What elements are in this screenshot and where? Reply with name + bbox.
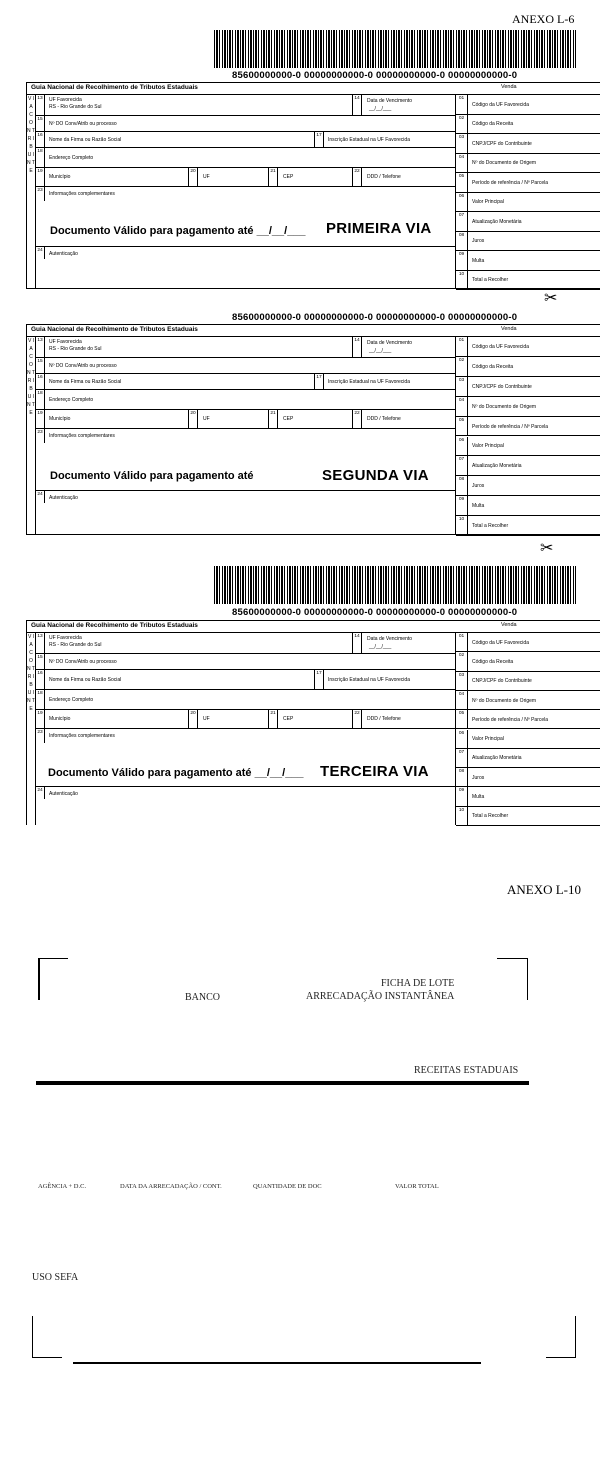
field-number: 10: [456, 271, 468, 290]
ddd-telefone-label: DDD / Telefone: [367, 416, 401, 422]
field-number: 23: [36, 429, 45, 443]
box-corner: [32, 1357, 62, 1358]
field-number: 10: [456, 516, 468, 535]
field-number: 16: [36, 670, 45, 689]
right-field-label: Nº do Documento de Origem: [472, 160, 537, 167]
right-field-row: [456, 417, 600, 437]
right-field-row: [456, 337, 600, 357]
field-number: 22: [353, 710, 362, 728]
field-number: 09: [456, 251, 468, 270]
guia-title: Guia Nacional de Recolhimento de Tributos Estaduais: [31, 326, 198, 333]
autenticacao-label: Autenticação: [49, 251, 78, 257]
field-number: 01: [456, 337, 468, 356]
informacoes-label: Informações complementares: [49, 433, 115, 439]
right-field-row: [456, 271, 600, 291]
right-field-label: Atualização Monetária: [472, 218, 522, 225]
right-field-label: Atualização Monetária: [472, 755, 522, 762]
right-field-row: [456, 134, 600, 154]
date-blank: __/__/___: [369, 106, 392, 112]
n-doc-origem-label: Nº DO Conv/Atrib ou processo: [49, 363, 117, 369]
field-number: 02: [456, 652, 468, 670]
guia-form-segunda-via: [26, 324, 600, 535]
right-field-row: [456, 672, 600, 691]
endereco-label: Endereço Completo: [49, 697, 94, 703]
right-field-label: Juros: [472, 774, 485, 781]
via-label-terceira: TERCEIRA VIA: [320, 763, 429, 780]
cep-label: CEP: [283, 416, 294, 422]
field-number: 21: [269, 410, 278, 428]
field-number: 05: [456, 173, 468, 192]
field-number: 14: [353, 633, 362, 653]
uf-label: UF: [203, 174, 210, 180]
field-number: 15: [36, 654, 45, 669]
n-doc-origem-label: Nº DO Conv/Atrib ou processo: [49, 121, 117, 127]
field-number: 24: [36, 787, 45, 799]
right-field-label: Juros: [472, 483, 485, 490]
venda-label: Venda: [501, 84, 517, 90]
signature-line: [73, 1362, 481, 1364]
uf-favorecida-label: UF Favorecida: [49, 339, 82, 345]
right-field-row: [456, 730, 600, 749]
autenticacao-label: Autenticação: [49, 495, 78, 501]
field-number: 19: [36, 410, 45, 428]
guia-title: Guia Nacional de Recolhimento de Tributos Estaduais: [31, 622, 198, 629]
right-field-row: [456, 397, 600, 417]
ficha-lote-title: FICHA DE LOTE: [381, 978, 455, 989]
right-field-label: Período de referência / Nº Parcela: [472, 716, 549, 723]
guia-title: Guia Nacional de Recolhimento de Tributos Estaduais: [31, 84, 198, 91]
field-number: 02: [456, 115, 468, 134]
municipio-label: Município: [49, 174, 71, 180]
field-number: 15: [36, 116, 45, 131]
right-field-label: Multa: [472, 257, 485, 264]
field-number: 07: [456, 749, 468, 767]
box-corner: [546, 1357, 576, 1358]
field-number: 08: [456, 768, 468, 786]
right-field-label: Total a Recolher: [472, 523, 509, 530]
field-number: 24: [36, 491, 45, 503]
right-field-label: Valor Principal: [472, 199, 504, 206]
cep-label: CEP: [283, 716, 294, 722]
field-number: 19: [36, 710, 45, 728]
right-field-row: [456, 691, 600, 710]
scissors-icon: ✂: [544, 290, 558, 307]
right-field-label: Total a Recolher: [472, 277, 509, 284]
left-strip: V I A C O N T R I B U I N T E: [27, 337, 36, 534]
municipio-label: Município: [49, 716, 71, 722]
venda-label: Venda: [501, 326, 517, 332]
right-field-label: Multa: [472, 794, 485, 801]
cep-label: CEP: [283, 174, 294, 180]
right-field-row: [456, 193, 600, 213]
ddd-telefone-label: DDD / Telefone: [367, 716, 401, 722]
guia-form-terceira-via: [26, 620, 600, 825]
via-label-segunda: SEGUNDA VIA: [322, 467, 429, 484]
annex-label: ANEXO L-6: [512, 12, 575, 26]
banco-label: BANCO: [185, 992, 221, 1003]
field-number: 16: [36, 374, 45, 389]
venda-label: Venda: [501, 622, 517, 628]
uf-value: RS - Rio Grande do Sul: [49, 642, 102, 648]
field-number: 13: [36, 95, 45, 115]
field-number: 02: [456, 357, 468, 376]
field-number: 15: [36, 358, 45, 373]
box-corner: [527, 958, 528, 1000]
col-valor: VALOR TOTAL: [395, 1183, 439, 1190]
col-quantidade: QUANTIDADE DE DOC: [253, 1183, 322, 1190]
nome-firma-label: Nome da Firma ou Razão Social: [49, 137, 122, 143]
data-vencimento-label: Data de Vencimento: [367, 340, 413, 346]
field-number: 14: [353, 337, 362, 357]
right-field-label: Período de referência / Nº Parcela: [472, 423, 549, 430]
date-blank: __/__/___: [369, 644, 392, 650]
right-field-row: [456, 173, 600, 193]
right-field-row: [456, 633, 600, 652]
field-number: 03: [456, 672, 468, 690]
data-vencimento-label: Data de Vencimento: [367, 98, 413, 104]
right-field-label: CNPJ/CPF do Contribuinte: [472, 678, 532, 685]
field-number: 10: [456, 807, 468, 825]
date-blank: __/__/___: [369, 348, 392, 354]
field-number: 24: [36, 247, 45, 259]
field-number: 13: [36, 337, 45, 357]
right-fields-column: [455, 95, 600, 288]
barcode: [214, 566, 576, 604]
via-label-primeira: PRIMEIRA VIA: [326, 220, 432, 237]
right-field-label: Código da Receita: [472, 121, 514, 128]
right-field-row: [456, 377, 600, 397]
right-field-row: [456, 768, 600, 787]
right-field-label: Código da Receita: [472, 658, 514, 665]
informacoes-label: Informações complementares: [49, 191, 115, 197]
field-number: 07: [456, 212, 468, 231]
field-number: 23: [36, 187, 45, 201]
field-number: 17: [315, 670, 324, 689]
n-doc-origem-label: Nº DO Conv/Atrib ou processo: [49, 659, 117, 665]
right-field-label: Código da UF Favorecida: [472, 101, 529, 108]
barcode-line: 85600000000-0 00000000000-0 00000000000-0 00000000000-0: [232, 70, 518, 81]
field-number: 08: [456, 232, 468, 251]
thick-divider: [36, 1081, 529, 1085]
field-number: 17: [315, 132, 324, 147]
right-field-row: [456, 232, 600, 252]
field-number: 20: [189, 410, 198, 428]
nome-firma-label: Nome da Firma ou Razão Social: [49, 677, 122, 683]
box-corner: [38, 958, 40, 1000]
field-number: 16: [36, 132, 45, 147]
field-number: 09: [456, 496, 468, 515]
field-number: 09: [456, 787, 468, 805]
field-number: 22: [353, 410, 362, 428]
col-agencia: AGÊNCIA + D.C.: [38, 1183, 87, 1190]
right-field-label: Período de referência / Nº Parcela: [472, 179, 549, 186]
endereco-label: Endereço Completo: [49, 397, 94, 403]
arrecadacao-title: ARRECADAÇÃO INSTANTÂNEA: [306, 991, 455, 1002]
box-corner: [575, 1316, 576, 1358]
field-number: 22: [353, 168, 362, 186]
nome-firma-label: Nome da Firma ou Razão Social: [49, 379, 122, 385]
right-field-label: CNPJ/CPF do Contribuinte: [472, 140, 532, 147]
field-number: 17: [315, 374, 324, 389]
right-field-row: [456, 710, 600, 729]
box-corner: [32, 1316, 33, 1358]
field-number: 18: [36, 690, 45, 709]
right-fields-column: [455, 337, 600, 534]
right-field-row: [456, 95, 600, 115]
right-field-label: Código da UF Favorecida: [472, 343, 529, 350]
field-number: 03: [456, 134, 468, 153]
box-corner: [38, 958, 68, 959]
field-number: 18: [36, 390, 45, 409]
field-number: 04: [456, 691, 468, 709]
inscricao-estadual-label: Inscrição Estadual na UF Favorecida: [328, 137, 410, 143]
right-field-row: [456, 516, 600, 536]
left-strip: V I A C O N T R I B U I N T E: [27, 633, 36, 825]
right-field-row: [456, 749, 600, 768]
ddd-telefone-label: DDD / Telefone: [367, 174, 401, 180]
box-corner: [497, 958, 527, 959]
field-number: 04: [456, 154, 468, 173]
endereco-label: Endereço Completo: [49, 155, 94, 161]
field-number: 20: [189, 168, 198, 186]
field-number: 06: [456, 193, 468, 212]
uf-favorecida-label: UF Favorecida: [49, 635, 82, 641]
right-field-row: [456, 807, 600, 826]
right-field-row: [456, 496, 600, 516]
right-field-row: [456, 456, 600, 476]
right-field-row: [456, 787, 600, 806]
right-field-row: [456, 652, 600, 671]
right-field-label: Nº do Documento de Origem: [472, 697, 537, 704]
uso-sefa-label: USO SEFA: [32, 1272, 79, 1283]
uf-label: UF: [203, 416, 210, 422]
right-field-label: Nº do Documento de Origem: [472, 403, 537, 410]
field-number: 05: [456, 417, 468, 436]
right-field-row: [456, 476, 600, 496]
field-number: 03: [456, 377, 468, 396]
barcode-line: 85600000000-0 00000000000-0 00000000000-0 00000000000-0: [232, 607, 518, 618]
data-vencimento-label: Data de Vencimento: [367, 636, 413, 642]
doc-valid-text: Documento Válido para pagamento até __/__/___: [50, 225, 306, 237]
right-field-row: [456, 357, 600, 377]
autenticacao-label: Autenticação: [49, 791, 78, 797]
right-field-label: Código da UF Favorecida: [472, 639, 529, 646]
right-field-label: Valor Principal: [472, 443, 504, 450]
field-number: 04: [456, 397, 468, 416]
municipio-label: Município: [49, 416, 71, 422]
field-number: 14: [353, 95, 362, 115]
right-field-row: [456, 154, 600, 174]
field-number: 20: [189, 710, 198, 728]
right-field-label: Atualização Monetária: [472, 463, 522, 470]
right-field-label: Código da Receita: [472, 363, 514, 370]
barcode-line: 85600000000-0 00000000000-0 00000000000-0 00000000000-0: [232, 312, 518, 323]
inscricao-estadual-label: Inscrição Estadual na UF Favorecida: [328, 677, 410, 683]
field-number: 21: [269, 710, 278, 728]
uf-label: UF: [203, 716, 210, 722]
field-number: 19: [36, 168, 45, 186]
left-strip: V I A C O N T R I B U I N T E: [27, 95, 36, 288]
right-field-label: Multa: [472, 503, 485, 510]
field-number: 07: [456, 456, 468, 475]
uf-favorecida-label: UF Favorecida: [49, 97, 82, 103]
field-number: 06: [456, 730, 468, 748]
field-number: 01: [456, 633, 468, 651]
informacoes-label: Informações complementares: [49, 733, 115, 739]
barcode: [214, 30, 576, 68]
doc-valid-text: Documento Válido para pagamento até: [50, 470, 254, 482]
right-field-row: [456, 115, 600, 135]
right-field-row: [456, 251, 600, 271]
doc-valid-text: Documento Válido para pagamento até __/__/___: [48, 767, 304, 779]
right-field-row: [456, 212, 600, 232]
right-field-label: CNPJ/CPF do Contribuinte: [472, 383, 532, 390]
field-number: 21: [269, 168, 278, 186]
field-number: 01: [456, 95, 468, 114]
field-number: 08: [456, 476, 468, 495]
right-field-label: Total a Recolher: [472, 813, 509, 820]
uf-value: RS - Rio Grande do Sul: [49, 104, 102, 110]
right-field-label: Juros: [472, 238, 485, 245]
right-field-row: [456, 437, 600, 457]
col-data: DATA DA ARRECADAÇÃO / CONT.: [120, 1183, 222, 1190]
field-number: 18: [36, 148, 45, 167]
field-number: 05: [456, 710, 468, 728]
field-number: 23: [36, 729, 45, 743]
annex-label: ANEXO L-10: [507, 882, 582, 897]
right-fields-column: [455, 633, 600, 825]
inscricao-estadual-label: Inscrição Estadual na UF Favorecida: [328, 379, 410, 385]
uf-value: RS - Rio Grande do Sul: [49, 346, 102, 352]
right-field-label: Valor Principal: [472, 736, 504, 743]
field-number: 06: [456, 437, 468, 456]
field-number: 13: [36, 633, 45, 653]
scissors-icon: ✂: [540, 540, 554, 557]
guia-form-primeira-via: [26, 82, 600, 289]
receitas-title: RECEITAS ESTADUAIS: [414, 1065, 519, 1076]
